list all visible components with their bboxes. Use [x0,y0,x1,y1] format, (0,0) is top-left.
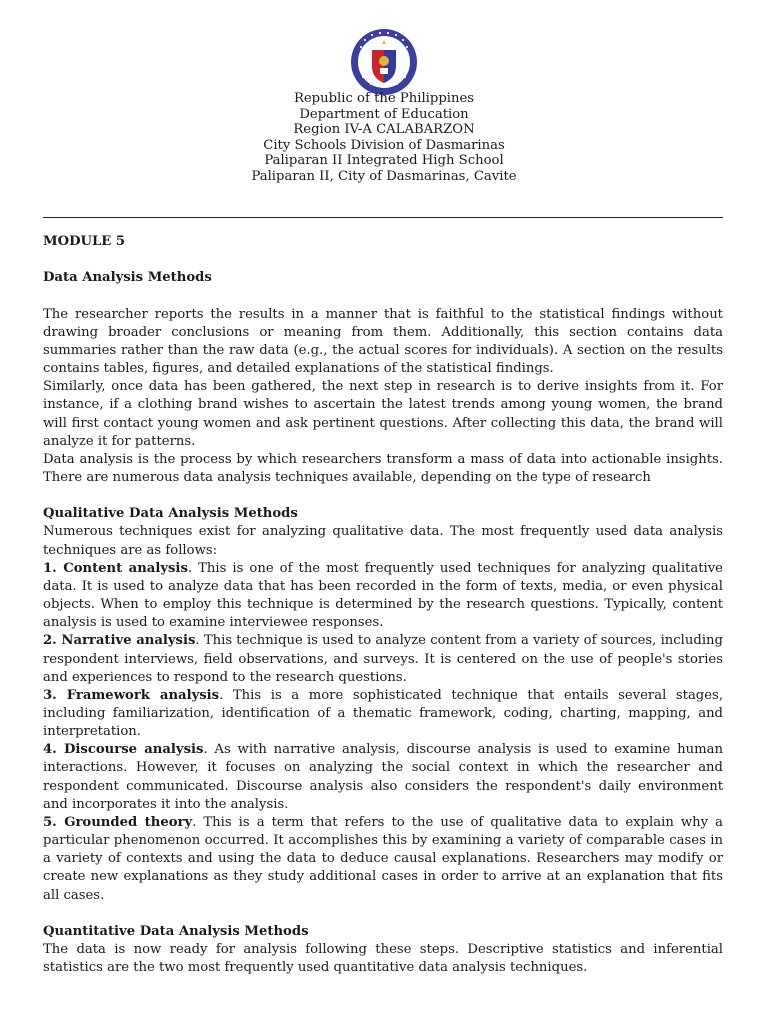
list-item-text: . This is a more sophisticated technique that entails several stages, including familiarization, identification of a thematic framework, coding, charting, mapping, and interpretation. [43,687,724,740]
intro-paragraph-1: The researcher reports the results in a manner that is faithful to the statistical findings without drawing broader conclusions or meaning from them. Additionally, this section contains data summaries rather than the raw data (e.g., the actual scores for individuals). A section on the results contains tables, figures, and detailed explanations of the statistical findings. [43,306,723,377]
list-item-text: . This technique is used to analyze content from a variety of sources, including respondent interviews, field observations, and surveys. It is centered on the use of people's stories and experiences to respond to the research questions. [43,633,723,685]
header-line-division: City Schools Division of Dasmarinas [263,137,505,153]
list-item [43,814,723,905]
list-item-term: 4. Discourse analysis [43,742,204,758]
header-line-address: Paliparan II, City of Dasmarinas, Cavite [251,168,517,184]
module-content [43,233,723,977]
intro-paragraph-2: Similarly, once data has been gathered, the next step in research is to derive insights from it. For instance, if a clothing brand wishes to ascertain the latest trends among young women, the brand will first contact young women and ask pertinent questions. After collecting this data, the brand will analyze it for patterns. [43,379,723,449]
list-item-term: 3. Framework analysis [43,687,220,703]
list-item-term: 1. Content analysis [43,560,188,576]
qualitative-heading: Qualitative Data Analysis Methods [43,506,298,522]
header-line-school: Paliparan II Integrated High School [264,153,504,169]
list-item [43,632,723,686]
list-item [43,741,723,814]
deped-seal-icon [350,28,418,96]
letterhead [0,91,768,185]
section-title: Data Analysis Methods [43,270,212,286]
quantitative-intro: The data is now ready for analysis following these steps. Descriptive statistics and inferential statistics are the two most frequently used quantitative data analysis techniques. [43,942,723,976]
list-item-text: . This is one of the most frequently used techniques for analyzing qualitative data. It is used to analyze data that has been recorded in the form of texts, media, or even physical objects. When to employ this technique is determined by the research questions. Typically, content analysis is used to examine interviewee responses. [43,560,723,631]
list-item-term: 5. Grounded theory [43,814,193,830]
module-title: MODULE 5 [43,234,126,249]
header-line-country: Republic of the Philippines [293,91,475,106]
intro-paragraph-3: Data analysis is the process by which researchers transform a mass of data into actionable insights. There are numerous data analysis techniques available, depending on the type of research [43,451,723,485]
list-item-term: 2. Narrative analysis [43,633,196,649]
list-item [43,687,723,741]
header-line-department: Department of Education [299,106,469,122]
quantitative-heading: Quantitative Data Analysis Methods [43,923,309,939]
header-line-region: Region IV-A CALABARZON [293,122,475,138]
list-item-text: . This is a term that refers to the use of qualitative data to explain why a particular phenomenon occurred. It accomplishes this by examining a variety of comparable cases in a variety of contexts and using the data to deduce causal explanations. Researchers may modify or create new explanations as they study additional cases in order to arrive at an explanation that fits all cases. [43,814,723,903]
list-item [43,560,723,633]
qualitative-intro: Numerous techniques exist for analyzing qualitative data. The most frequently used data analysis techniques are as follows: [43,524,723,558]
list-item-text: . As with narrative analysis, discourse analysis is used to examine human interactions. However, it focuses on analyzing the social context in which the researcher and respondent communicated. Discourse analysis also considers the respondent's daily environment and incorporates it into the analysis. [43,742,723,812]
header-divider [43,217,723,218]
